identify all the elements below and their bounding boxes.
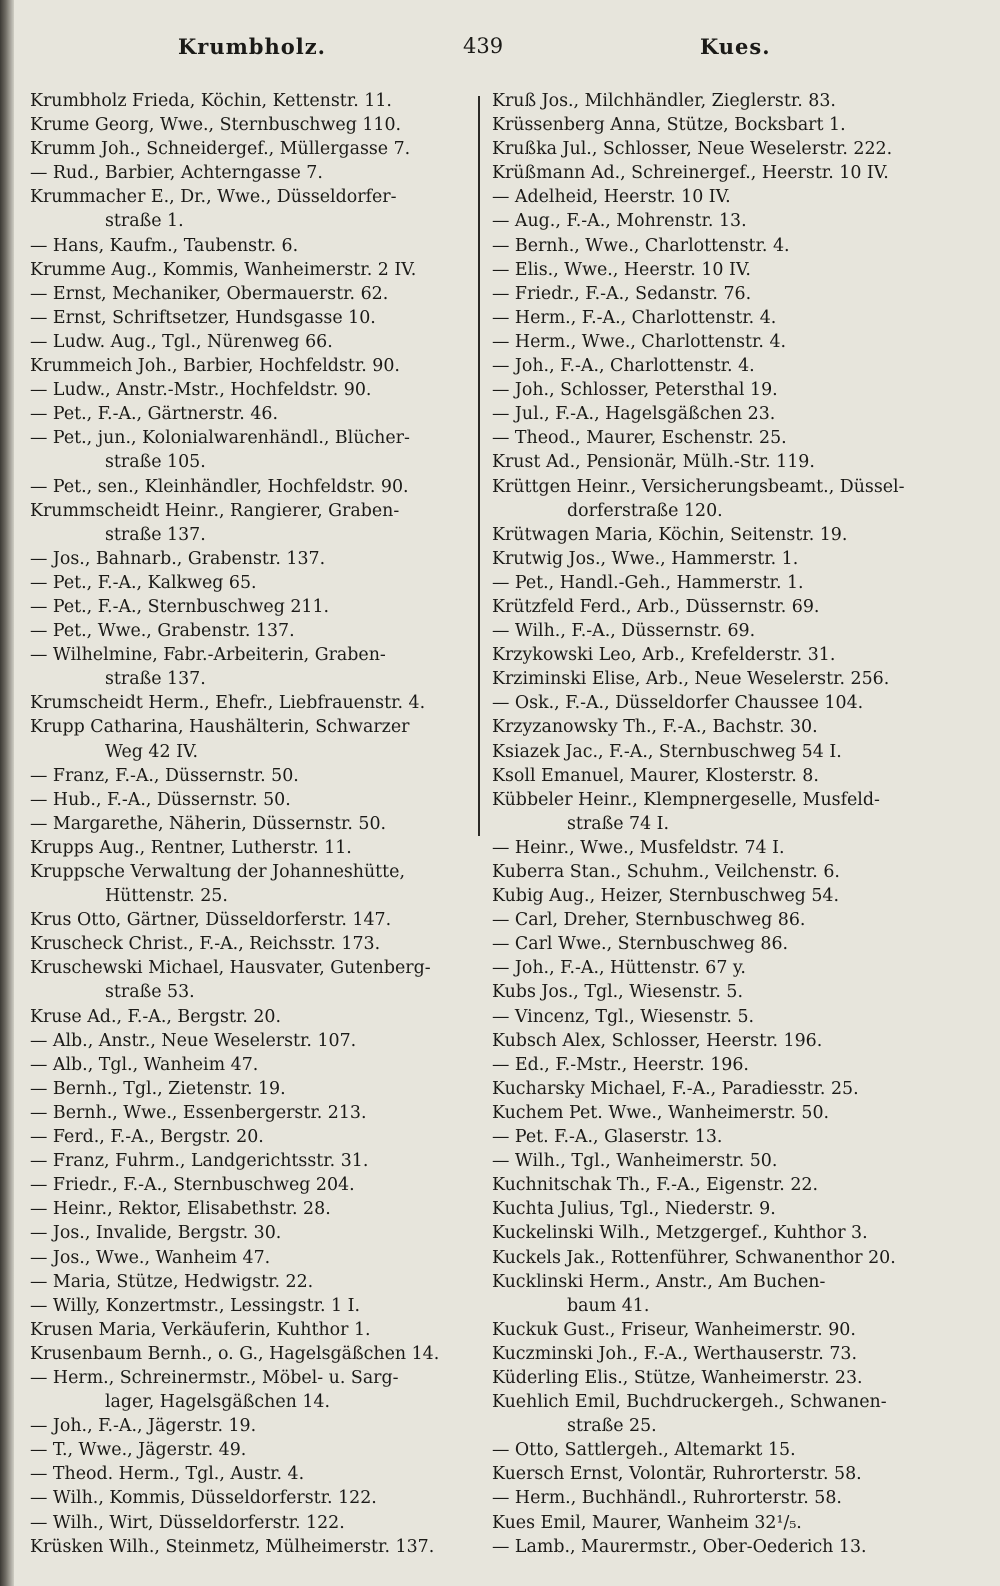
directory-entry: — Theod. Herm., Tgl., Austr. 4. bbox=[30, 1464, 305, 1485]
directory-entry: Kuckuk Gust., Friseur, Wanheimerstr. 90. bbox=[492, 1319, 856, 1340]
directory-entry: — Joh., F.-A., Charlottenstr. 4. bbox=[492, 356, 755, 377]
directory-entry: Kuchnitschak Th., F.-A., Eigenstr. 22. bbox=[492, 1175, 818, 1196]
directory-entry: Krummscheidt Heinr., Rangierer, Graben- bbox=[30, 500, 400, 521]
directory-entry: — Herm., Wwe., Charlottenstr. 4. bbox=[492, 331, 787, 352]
directory-entry: — Joh., F.-A., Jägerstr. 19. bbox=[30, 1416, 257, 1437]
running-head-left: Krumbholz. bbox=[178, 34, 326, 59]
entry-continuation: Weg 42 IV. bbox=[105, 741, 198, 762]
directory-entry: Krußka Jul., Schlosser, Neue Weselerstr. 222. bbox=[492, 139, 893, 160]
running-head-right: Kues. bbox=[700, 34, 771, 59]
directory-entry: — Ludw. Aug., Tgl., Nürenweg 66. bbox=[30, 331, 333, 352]
directory-entry: Kuchta Julius, Tgl., Niederstr. 9. bbox=[492, 1199, 776, 1220]
directory-entry: — Jos., Bahnarb., Grabenstr. 137. bbox=[30, 548, 326, 569]
directory-entry: — Ferd., F.-A., Bergstr. 20. bbox=[30, 1127, 264, 1148]
directory-entry: — Alb., Anstr., Neue Weselerstr. 107. bbox=[30, 1030, 357, 1051]
directory-entry: — Jul., F.-A., Hagelsgäßchen 23. bbox=[492, 404, 776, 425]
directory-entry: — Hans, Kaufm., Taubenstr. 6. bbox=[30, 235, 299, 256]
entry-continuation: baum 41. bbox=[567, 1295, 650, 1316]
directory-entry: — Jos., Wwe., Wanheim 47. bbox=[30, 1247, 271, 1268]
entry-continuation: dorferstraße 120. bbox=[567, 500, 723, 521]
directory-entry: — Theod., Maurer, Eschenstr. 25. bbox=[492, 428, 787, 449]
directory-entry: Kruschewski Michael, Hausvater, Gutenberg- bbox=[30, 958, 431, 979]
directory-entry: — Aug., F.-A., Mohrenstr. 13. bbox=[492, 211, 747, 232]
directory-entry: — Rud., Barbier, Achterngasse 7. bbox=[30, 163, 323, 184]
directory-entry: — Lamb., Maurermstr., Ober-Oederich 13. bbox=[492, 1536, 867, 1557]
directory-entry: — Ludw., Anstr.-Mstr., Hochfeldstr. 90. bbox=[30, 380, 372, 401]
directory-entry: — Pet., jun., Kolonialwarenhändl., Blücher- bbox=[30, 428, 410, 449]
directory-entry: Krüttgen Heinr., Versicherungsbeamt., Düssel- bbox=[492, 476, 905, 497]
directory-entry: Kuckelinski Wilh., Metzgergef., Kuhthor 3. bbox=[492, 1223, 868, 1244]
directory-entry: Krupps Aug., Rentner, Lutherstr. 11. bbox=[30, 837, 352, 858]
directory-entry: — Margarethe, Näherin, Düssernstr. 50. bbox=[30, 813, 387, 834]
directory-entry: Krupp Catharina, Haushälterin, Schwarzer bbox=[30, 717, 410, 738]
directory-entry: — Ed., F.-Mstr., Heerstr. 196. bbox=[492, 1054, 749, 1075]
directory-entry: Krütwagen Maria, Köchin, Seitenstr. 19. bbox=[492, 524, 848, 545]
directory-entry: Krummeich Joh., Barbier, Hochfeldstr. 90. bbox=[30, 356, 400, 377]
directory-entry: — Friedr., F.-A., Sternbuschweg 204. bbox=[30, 1175, 355, 1196]
directory-entry: — Herm., Buchhändl., Ruhrorterstr. 58. bbox=[492, 1488, 842, 1509]
column-divider bbox=[478, 96, 480, 836]
directory-entry: — Willy, Konzertmstr., Lessingstr. 1 I. bbox=[30, 1295, 361, 1316]
left-column bbox=[30, 89, 472, 1559]
directory-entry: — Heinr., Wwe., Musfeldstr. 74 I. bbox=[492, 837, 785, 858]
right-column bbox=[492, 89, 942, 1559]
directory-entry: — Ernst, Schriftsetzer, Hundsgasse 10. bbox=[30, 307, 376, 328]
directory-entry: Kuckels Jak., Rottenführer, Schwanenthor 20. bbox=[492, 1247, 896, 1268]
directory-entry: — Franz, F.-A., Düssernstr. 50. bbox=[30, 765, 299, 786]
book-spine-shadow bbox=[0, 0, 14, 1586]
directory-entry: Küderling Elis., Stütze, Wanheimerstr. 23. bbox=[492, 1367, 863, 1388]
directory-entry: — Wilh., F.-A., Düssernstr. 69. bbox=[492, 621, 756, 642]
directory-entry: Kubs Jos., Tgl., Wiesenstr. 5. bbox=[492, 982, 744, 1003]
directory-entry: Krüssenberg Anna, Stütze, Bocksbart 1. bbox=[492, 115, 846, 136]
directory-entry: — Joh., F.-A., Hüttenstr. 67 y. bbox=[492, 958, 746, 979]
directory-entry: Kucklinski Herm., Anstr., Am Buchen- bbox=[492, 1271, 826, 1292]
directory-entry: Kues Emil, Maurer, Wanheim 32¹/₅. bbox=[492, 1512, 802, 1533]
directory-entry: Kruscheck Christ., F.-A., Reichsstr. 173. bbox=[30, 934, 381, 955]
entry-continuation: lager, Hagelsgäßchen 14. bbox=[105, 1392, 330, 1413]
directory-entry: Kuchem Pet. Wwe., Wanheimerstr. 50. bbox=[492, 1102, 830, 1123]
directory-entry: — T., Wwe., Jägerstr. 49. bbox=[30, 1440, 247, 1461]
directory-entry: Kuehlich Emil, Buchdruckergeh., Schwanen- bbox=[492, 1392, 887, 1413]
entry-continuation: straße 53. bbox=[105, 982, 195, 1003]
entry-continuation: straße 25. bbox=[567, 1416, 657, 1437]
directory-entry: — Friedr., F.-A., Sedanstr. 76. bbox=[492, 283, 752, 304]
directory-entry: Ksiazek Jac., F.-A., Sternbuschweg 54 I. bbox=[492, 741, 842, 762]
directory-entry: — Pet., Handl.-Geh., Hammerstr. 1. bbox=[492, 572, 804, 593]
page-number: 439 bbox=[463, 34, 504, 58]
directory-entry: — Herm., Schreinermstr., Möbel- u. Sarg- bbox=[30, 1367, 399, 1388]
directory-entry: Krützfeld Ferd., Arb., Düssernstr. 69. bbox=[492, 596, 820, 617]
directory-entry: Krumme Aug., Kommis, Wanheimerstr. 2 IV. bbox=[30, 259, 417, 280]
directory-entry: Kuberra Stan., Schuhm., Veilchenstr. 6. bbox=[492, 862, 840, 882]
directory-entry: — Bernh., Wwe., Essenbergerstr. 213. bbox=[30, 1102, 367, 1123]
directory-entry: — Wilh., Kommis, Düsseldorferstr. 122. bbox=[30, 1488, 377, 1509]
directory-entry: Krumbholz Frieda, Köchin, Kettenstr. 11. bbox=[30, 91, 392, 111]
directory-entry: Ksoll Emanuel, Maurer, Klosterstr. 8. bbox=[492, 765, 819, 786]
directory-entry: — Alb., Tgl., Wanheim 47. bbox=[30, 1054, 259, 1075]
directory-entry: — Carl Wwe., Sternbuschweg 86. bbox=[492, 934, 789, 955]
directory-entry: — Pet., F.-A., Kalkweg 65. bbox=[30, 572, 257, 593]
directory-entry: Krumm Joh., Schneidergef., Müllergasse 7. bbox=[30, 139, 411, 160]
directory-entry: Kucharsky Michael, F.-A., Paradiesstr. 25. bbox=[492, 1078, 859, 1099]
page-header bbox=[30, 34, 980, 74]
directory-entry: Krziminski Elise, Arb., Neue Weselerstr. 256. bbox=[492, 669, 890, 690]
directory-entry: — Pet., F.-A., Sternbuschweg 211. bbox=[30, 596, 330, 617]
directory-entry: — Pet., Wwe., Grabenstr. 137. bbox=[30, 621, 295, 642]
entry-continuation: straße 105. bbox=[105, 452, 206, 473]
directory-entry: — Jos., Invalide, Bergstr. 30. bbox=[30, 1223, 282, 1244]
entry-continuation: straße 1. bbox=[105, 211, 184, 232]
directory-entry: — Vincenz, Tgl., Wiesenstr. 5. bbox=[492, 1006, 755, 1027]
directory-entry: — Wilh., Tgl., Wanheimerstr. 50. bbox=[492, 1151, 778, 1172]
directory-entry: Krüsken Wilh., Steinmetz, Mülheimerstr. 137. bbox=[30, 1536, 435, 1557]
directory-entry: — Otto, Sattlergeh., Altemarkt 15. bbox=[492, 1440, 796, 1461]
directory-entry: Krust Ad., Pensionär, Mülh.-Str. 119. bbox=[492, 452, 815, 473]
directory-entry: Krus Otto, Gärtner, Düsseldorferstr. 147. bbox=[30, 910, 392, 931]
directory-entry: — Carl, Dreher, Sternbuschweg 86. bbox=[492, 910, 806, 931]
directory-entry: Kuersch Ernst, Volontär, Ruhrorterstr. 58. bbox=[492, 1464, 862, 1485]
entry-continuation: straße 74 I. bbox=[567, 813, 670, 834]
directory-entry: — Elis., Wwe., Heerstr. 10 IV. bbox=[492, 259, 751, 280]
directory-entry: Krutwig Jos., Wwe., Hammerstr. 1. bbox=[492, 548, 799, 569]
directory-entry: — Heinr., Rektor, Elisabethstr. 28. bbox=[30, 1199, 331, 1220]
directory-entry: Krusen Maria, Verkäuferin, Kuhthor 1. bbox=[30, 1319, 371, 1340]
directory-entry: — Pet., sen., Kleinhändler, Hochfeldstr. 90. bbox=[30, 476, 409, 497]
directory-entry: Krume Georg, Wwe., Sternbuschweg 110. bbox=[30, 115, 402, 136]
directory-entry: — Hub., F.-A., Düssernstr. 50. bbox=[30, 789, 291, 810]
directory-entry: Krumscheidt Herm., Ehefr., Liebfrauenstr. 4. bbox=[30, 693, 426, 714]
entry-continuation: straße 137. bbox=[105, 669, 206, 690]
directory-entry: Krusenbaum Bernh., o. G., Hagelsgäßchen 14. bbox=[30, 1343, 440, 1364]
entry-continuation: straße 137. bbox=[105, 524, 206, 545]
directory-entry: Krüßmann Ad., Schreinergef., Heerstr. 10 IV. bbox=[492, 163, 889, 184]
directory-entry: Kubsch Alex, Schlosser, Heerstr. 196. bbox=[492, 1030, 823, 1051]
directory-entry: Krzyzanowsky Th., F.-A., Bachstr. 30. bbox=[492, 717, 818, 738]
directory-entry: — Wilhelmine, Fabr.-Arbeiterin, Graben- bbox=[30, 645, 386, 666]
directory-entry: — Wilh., Wirt, Düsseldorferstr. 122. bbox=[30, 1512, 345, 1533]
directory-entry: — Maria, Stütze, Hedwigstr. 22. bbox=[30, 1271, 314, 1292]
directory-entry: — Bernh., Wwe., Charlottenstr. 4. bbox=[492, 235, 790, 256]
directory-entry: Kübbeler Heinr., Klempnergeselle, Musfeld- bbox=[492, 789, 880, 810]
directory-entry: — Osk., F.-A., Düsseldorfer Chaussee 104. bbox=[492, 693, 864, 714]
directory-entry: — Pet. F.-A., Glaserstr. 13. bbox=[492, 1127, 723, 1148]
directory-entry: Kuczminski Joh., F.-A., Werthauserstr. 73. bbox=[492, 1343, 858, 1364]
directory-entry: Krzykowski Leo, Arb., Krefelderstr. 31. bbox=[492, 645, 836, 666]
directory-entry: — Joh., Schlosser, Petersthal 19. bbox=[492, 380, 778, 401]
directory-entry: — Pet., F.-A., Gärtnerstr. 46. bbox=[30, 404, 279, 425]
directory-entry: Kruß Jos., Milchhändler, Zieglerstr. 83. bbox=[492, 91, 836, 111]
directory-entry: Krummacher E., Dr., Wwe., Düsseldorfer- bbox=[30, 187, 397, 208]
directory-entry: — Franz, Fuhrm., Landgerichtsstr. 31. bbox=[30, 1151, 369, 1172]
directory-entry: — Adelheid, Heerstr. 10 IV. bbox=[492, 187, 731, 208]
directory-entry: Kruse Ad., F.-A., Bergstr. 20. bbox=[30, 1006, 281, 1027]
directory-entry: Kubig Aug., Heizer, Sternbuschweg 54. bbox=[492, 886, 839, 907]
directory-entry: Kruppsche Verwaltung der Johanneshütte, bbox=[30, 862, 405, 882]
directory-entry: — Herm., F.-A., Charlottenstr. 4. bbox=[492, 307, 777, 328]
directory-entry: — Ernst, Mechaniker, Obermauerstr. 62. bbox=[30, 283, 389, 304]
directory-entry: — Bernh., Tgl., Zietenstr. 19. bbox=[30, 1078, 286, 1099]
entry-continuation: Hüttenstr. 25. bbox=[105, 886, 228, 907]
